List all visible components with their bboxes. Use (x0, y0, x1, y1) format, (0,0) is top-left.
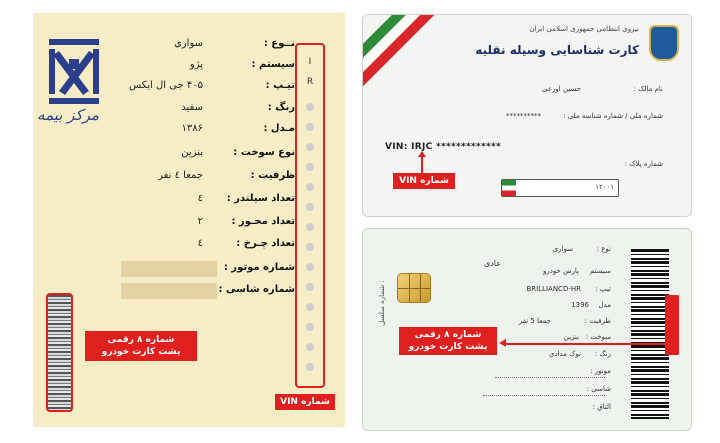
back-capacity-label: ظرفیت : (584, 317, 611, 325)
vin-text: VIN: IRJC ************* (385, 142, 502, 152)
back-fuel-value: بنزین (563, 333, 579, 341)
back-system-label: سیستم (590, 267, 611, 275)
police-emblem-icon (649, 25, 679, 61)
iran-flag-ribbon (362, 14, 445, 97)
back-color-label: رنگ : (594, 350, 611, 358)
logo-caption: مرکز بیمه (37, 106, 99, 124)
back-engine-label: موتور : (590, 367, 611, 375)
eight-digit-arrow-head (499, 339, 506, 347)
field-engine-number: شماره موتور : (65, 259, 295, 279)
field-color: رنگ : سفید (181, 102, 295, 113)
plate-region: ۱۲۰۰۱ (595, 183, 614, 191)
label-eight-digit-right: شماره ۸ رقمی پشت کارت خودرو (399, 327, 497, 355)
back-tip-label: تیپ : (595, 285, 611, 293)
vehicle-document-panel (33, 13, 345, 427)
card-title: کارت شناسایی وسیله نقلیه (475, 43, 639, 57)
back-adi: عادی (483, 259, 501, 268)
back-system-value: پارس خودرو (542, 267, 579, 275)
vin-dot (306, 363, 314, 371)
vin-dot (306, 163, 314, 171)
engine-dotted-line (495, 377, 605, 378)
vin-char-i: I (308, 57, 312, 67)
field-chassis-number: شماره شاسی : (65, 281, 295, 301)
vin-dot (306, 303, 314, 311)
vehicle-id-card-back (362, 228, 692, 431)
back-other-label: التاق : (592, 403, 611, 411)
chassis-dotted-line (483, 395, 605, 396)
eight-digit-barcode-highlight (46, 293, 73, 412)
vin-char-r: R (306, 77, 314, 87)
vin-dot (306, 343, 314, 351)
vin-dot (306, 103, 314, 111)
barcode-icon (631, 249, 669, 419)
vin-dot (306, 183, 314, 191)
field-type: نــوع : سواری (174, 38, 295, 49)
field-fuel: نوع سوخت : بنزین (181, 147, 295, 158)
owner-value: حسین اورعی (542, 85, 581, 93)
plate-label: شماره پلاک : (624, 160, 663, 168)
back-type-value: سواری (552, 245, 573, 253)
national-id-label: شماره ملی / شماره شناسه ملی : (563, 112, 663, 120)
back-model-value: 1396 (571, 301, 589, 309)
field-wheels: تعداد چـرخ : ٤ (197, 238, 295, 249)
plate-flag-icon (502, 180, 516, 196)
back-color-value: نوک مدادی (548, 350, 581, 358)
label-vin-left: شماره VIN (275, 394, 335, 410)
field-capacity: ظرفیت : جمعا ٤ نفر (158, 170, 295, 181)
field-model: مـدل : ۱۳۸۶ (181, 123, 295, 134)
label-eight-digit-left: شماره ۸ رقمی پشت کارت خودرو (85, 331, 197, 361)
back-chassis-label: شاسی : (586, 385, 611, 393)
vin-arrow-head (418, 151, 426, 157)
field-axles: تعداد محـور : ٢ (197, 216, 295, 227)
back-tip-value: BRILLIANCD-HR (526, 285, 581, 293)
chassis-number-box (121, 283, 217, 299)
barcode-red-marker (665, 295, 679, 355)
serial-side-label: شماره سلسل : (377, 280, 386, 326)
vin-dot (306, 143, 314, 151)
label-vin-right: شماره VIN (393, 173, 455, 189)
vin-highlight-box (295, 43, 325, 388)
field-system: سیستم : پژو (189, 59, 295, 70)
engine-number-box (121, 261, 217, 277)
vin-dot (306, 243, 314, 251)
eight-digit-arrow-line (505, 343, 665, 345)
vin-dot (306, 323, 314, 331)
vehicle-id-card-front (362, 14, 692, 217)
vin-dot (306, 263, 314, 271)
owner-label: نام مالک : (633, 85, 663, 93)
card-subtitle: نیروی انتظامی جمهوری اسلامی ایران (529, 25, 639, 33)
back-fuel-label: سوخت : (585, 333, 611, 341)
vin-dot (306, 203, 314, 211)
vin-dot (306, 223, 314, 231)
national-id-value: ********** (506, 112, 541, 120)
vin-dot (306, 123, 314, 131)
back-type-label: نوع : (596, 245, 611, 253)
field-tip: تیـپ : ۴۰۵ جی ال ایکس (128, 80, 295, 91)
vin-dot (306, 283, 314, 291)
back-capacity-value: جمعا 5 نفر (518, 317, 551, 325)
sim-chip-icon (397, 273, 431, 303)
field-cylinders: تعداد سیلندر : ٤ (197, 193, 295, 204)
license-plate (501, 179, 619, 197)
back-model-label: مدل (598, 301, 611, 309)
